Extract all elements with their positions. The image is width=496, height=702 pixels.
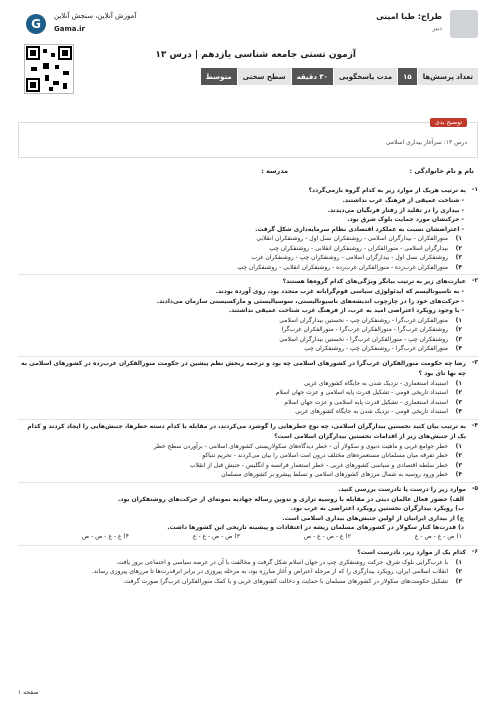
answer-option[interactable]: ۳) روشنفکران چپ - منورالفکران غرب‌گرا - نخستین بیدارگران اسلامی [279,335,462,343]
question-line: - حرکت‌های خود را در چارچوب اندیشه‌های ناسیونالیستی، سوسیالیستی و مارکسیستی سازمان می‌دادند. [156,297,464,305]
difficulty-value: متوسط [200,68,237,85]
question-count-label: تعداد پرسش‌ها [417,68,478,85]
notes-tag: توضیح بدی [430,118,467,127]
duration-label: مدت پاسخگویی [333,68,397,85]
question-number: ۱- [471,186,478,193]
author-role: دبیر [432,25,442,32]
question-number: ۶- [471,547,478,555]
answer-option[interactable]: ۱) منورالفکران غرب‌گرا - روشنفکران چپ - نخستین بیدارگران اسلامی [279,316,462,324]
question-line: - با وجود رویکرد اعتراضی امید به غرب، از فرهنگ غرب شناخت عمیقی نداشتند. [228,307,464,314]
answer-option[interactable]: ۴) منورالفکران غرب‌زده - منورالفکران غرب‌زده - روشنفکران انقلابی - روشنفکران چپ [237,263,462,271]
question-item [18,485,478,543]
answer-option[interactable]: ۲) انقلاب اسلامی ایران، رویکرد بیدارگری را که از مرحله اعتراض و آغاز مبارزه بود، به مرحله پیروزی در برابر ابرقدرت‌ها تا مرزهای پیروزی رساند. [91,568,462,576]
question-line: - به ناسیونالیسم که ایدئولوژی سیاسی قوم‌گرایانه غرب متجدد بود، روی آورده بودند. [215,288,464,295]
divider [18,545,478,546]
question-item [18,548,478,587]
divider [18,274,478,275]
question-count-value: ۱۵ [397,68,417,85]
exam-info-bar [80,68,478,85]
question-line: ب) رویکرد بیدارگران نخستین رویکرد اعتراضی به غرب بود. [290,505,464,512]
question-item [18,422,478,480]
divider [18,356,478,357]
question-item [18,359,478,417]
student-name-label: نام و نام خانوادگی : [409,167,474,175]
divider [18,419,478,420]
question-line: الف) حضور فعال عالمان دینی در مقابله با روسیه تزاری و تدوین رساله جهادیه نمونه‌ای از حرکت‌های روشنفکران بود. [118,495,464,503]
brand-url[interactable]: Gama.ir [54,25,85,33]
questions-list [18,186,478,588]
question-text: به ترتیب بیان کنید نخستین بیدارگران اسلامی، چه نوع خطرهایی را گوشزد می‌کردند، در مقابله با کدام دسته خطرها، جنبش‌هایی را ایجاد کردند و کدام یک از جنبش‌های زیر از اقدامات نخستین بیدارگران اسلامی است؟ [27,422,466,440]
answer-option[interactable]: ۳) خطر سلطه اقتصادی و سیاسی کشورهای غربی - خطر استعمار فرانسه و انگلیس - جنبش قبل از انقلاب [189,461,462,469]
answer-option[interactable]: ۲) استبداد تاریخی قومی - تشکیل قدرت پایه اسلامی و عزت جهان اسلام [275,389,462,397]
question-line: - اعتراضشان نسبت به عملکرد اقتصادی نظام سرمایه‌داری شکل گرفت. [255,225,464,233]
question-text: عبارت‌های زیر به ترتیب بیانگر ویژگی‌های کدام گروه‌ها هستند؟ [282,278,466,285]
answer-option[interactable]: ۳) استبداد استعماری - تشکیل قدرت پایه اسلامی و عزت جهان اسلام [284,398,462,406]
author-avatar [450,10,478,38]
answer-option[interactable]: ۳) تشکیل حکومت‌های سکولار در کشورهای مسلمان با حمایت و دخالت کشورهای غربی و با کمک منورالفکران غرب‌گرا صورت گرفت. [122,577,462,585]
answer-option[interactable]: ۲) بیدارگران اسلامی - منورالفکران - روشنفکران انقلابی - روشنفکران چپ [269,244,462,252]
answer-option[interactable]: ۱) استبداد استعماری - نزدیک شدن به جایگاه کشورهای غربی [303,379,462,387]
difficulty-label: سطح سختی [237,68,291,85]
answer-option[interactable]: ۴) منورالفکران غرب‌گرا - روشنفکران چپ - روشنفکران چپ [304,345,462,353]
exam-title: آزمون تستی جامعه شناسی یازدهم | درس ۱۳ [155,50,356,60]
answer-option[interactable]: ۳) روشنفکران نسل اول - بیدارگران اسلامی - روشنفکران چپ - روشنفکران غرب [251,254,462,262]
question-text: به ترتیب هریک از موارد زیر به کدام گروه بازمی‌گردد؟ [308,187,466,194]
student-info-bar [18,164,478,178]
question-line: - حرکتشان مورد حمایت بلوک شرق بود. [347,216,464,223]
answer-option[interactable]: ۳) ص - ص - غ - غ [192,532,240,540]
exam-header [0,0,496,104]
question-line: ج) از بیداری ایرانیان از اولین جنبش‌های بیداری اسلامی است. [282,514,464,522]
school-label: مدرسه : [261,167,288,175]
answer-option[interactable]: ۱) با غرب‌گرایی بلوک شرق، حرکت روشنفکری چپ در جهان اسلام شکل گرفت و مخالفت با آن در عرصه سیاسی و اجتماعی بروز یافت. [115,558,462,566]
question-number: ۲- [471,277,478,284]
question-line: د) قدرت‌ها کنار سکولار در کشورهای مسلمان ریشه در اعتقادات و پیشینه تاریخی این کشورها داشت. [167,524,464,531]
answer-option[interactable]: ۴) خطر ورود روسیه به شمال مرزهای کشورهای اسلامی و تسلط پیشرو بر کشورهای مسلمان [221,471,462,479]
question-text: رضا چه حکومت منورالفکران غرب‌گرا در کشورهای اسلامی چه بود و ترجمه ربخش نظم پیشین در حکومت منورالفکران غرب‌زده در کشورهای اسلامی به چه نها تای بود ؟ [21,359,466,377]
gama-logo-icon: G [26,14,46,34]
duration-value: ۳۰ دقیقه [291,68,333,85]
author-name: طراح: طبا امینی [376,12,442,21]
answer-option[interactable]: ۴) غ - غ - ص - ص [81,532,129,540]
answer-option[interactable]: ۱) خطر جوامع غربی و ماهیت دنیوی و سکولار آن - خطر دیدگاه‌های سکولاریستی کشورهای اسلامی - برآوردن سطح خطر [153,442,462,450]
question-line: - بیداری را در تقلید از رفتار فرنگیان می‌دیدند. [327,206,464,214]
notes-box [18,119,478,158]
answer-option[interactable]: ۲) خطر تفرقه میان مسلمانان مستعمره‌های مختلف درون امت اسلامی را بیان می‌کردند - تحریم تنباکو [202,452,462,460]
question-number: ۴- [471,421,478,429]
question-text: موارد زیر را درست یا نادرست بررسی کنید. [338,485,466,493]
answer-option[interactable]: ۲) غ - ص - غ - ص [303,532,351,540]
answer-options-row [18,533,462,543]
answer-option[interactable]: ۱) ص - غ - ص - غ [414,532,462,540]
question-text: کدام یک از موارد زیر، نادرست است؟ [357,548,466,556]
answer-option[interactable]: ۴) استبداد تاریخی قومی - نزدیک شدن به جایگاه کشورهای غربی [295,408,462,416]
question-number: ۵- [471,484,478,492]
question-number: ۳- [471,358,478,366]
divider [18,482,478,483]
qr-code-icon [24,44,74,94]
brand-slogan: آموزش آنلاین، سنجش آنلاین [54,12,137,20]
question-item [18,186,478,272]
question-item [18,277,478,354]
page-number: صفحه ۱ [18,689,39,696]
notes-text: درس ۱۳: سرآغاز بیداری اسلامی [385,139,467,146]
question-line: - شناخت عمیقی از فرهنگ غرب نداشتند. [342,197,464,204]
answer-option[interactable]: ۱) منورالفکران - بیدارگران اسلامی - روشنفکران نسل اول - روشنفکران انقلابی [256,235,462,243]
answer-option[interactable]: ۲) روشنفکران غرب‌گرا - منورالفکران غرب‌گرا - منورالفکران غرب‌گرا [281,326,462,334]
